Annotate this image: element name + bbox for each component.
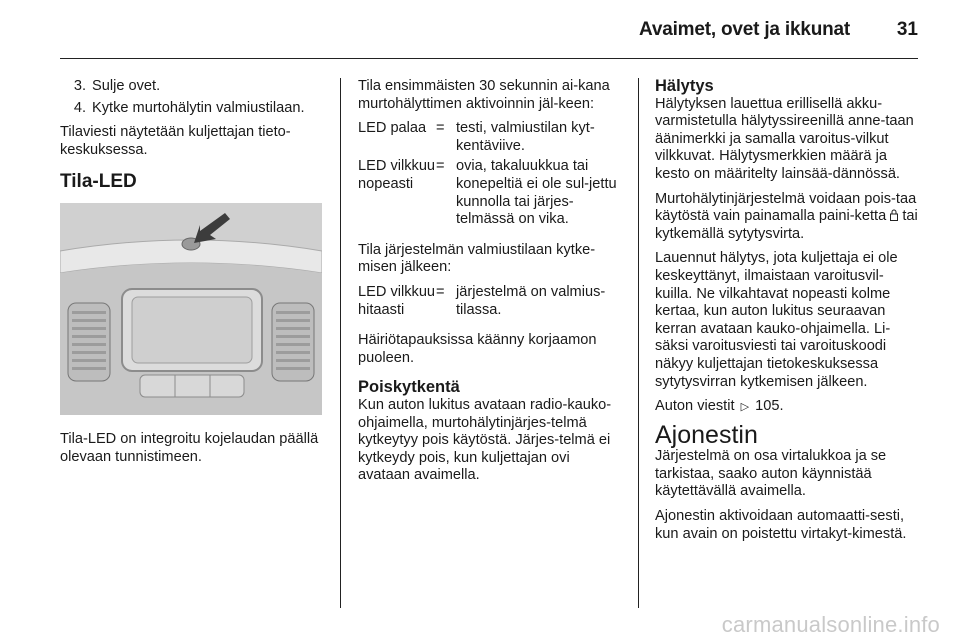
column-divider-1 — [340, 78, 341, 608]
led-description: testi, valmiustilan kyt-kentäviive. — [456, 120, 595, 154]
column-middle — [358, 78, 623, 492]
column-right — [655, 78, 921, 550]
section-title: Avaimet, ovet ja ikkunat — [639, 19, 850, 40]
page-header — [0, 0, 960, 60]
armed-status-table — [358, 284, 623, 322]
column-divider-2 — [638, 78, 639, 608]
equals-sign: = — [436, 158, 445, 175]
status-intro: Tila ensimmäisten 30 sekunnin ai-kana murtohälyttimen aktivoinnin jäl-keen: — [358, 78, 610, 112]
dashboard-illustration — [60, 203, 322, 415]
list-item: 3. Sulje ovet. — [73, 78, 161, 94]
figure-caption: Tila-LED on integroitu kojelaudan päällä olevaan tunnistimeen. — [60, 430, 319, 465]
header-divider — [60, 58, 918, 59]
deactivation-text: Kun auton lukitus avataan radio-kauko-ohjaimella, murtohälytinjärjes-telmä kytkeytyy pois käytöstä. Järjes-telmä ei kytkeydy pois, kun kuljettajan ovi avataan avaimella. — [358, 396, 612, 484]
column-left — [60, 78, 325, 473]
led-term: LED palaa — [358, 120, 427, 137]
fault-text: Häiriötapauksissa käänny korjaamon puoleen. — [358, 332, 597, 366]
led-term: LED vilkkuu nopeasti — [358, 158, 436, 192]
triangle-right-icon: ▷ — [740, 401, 750, 414]
page-number: 31 — [896, 19, 918, 40]
led-term: LED vilkkuu hitaasti — [358, 283, 436, 318]
alarm-paragraph-3: Lauennut hälytys, jota kuljettaja ei ole keskeyttänyt, ilmaistaan varoitusvil-kuilla. Ne vilkahtavat nopeasti kolme kertaa, kun auton lukitus seuraavan kerran avataan kauko-ohjaimella. Li-säksi varoitusviesti tai varoituskoodi näkyy kuljettajan tietokeskuksessa sytytysvirran kytkemisen jälkeen. — [655, 250, 898, 390]
equals-sign: = — [436, 120, 445, 137]
led-description: järjestelmä on valmius-tilassa. — [456, 283, 606, 318]
armed-intro: Tila järjestelmän valmiustilaan kytke-misen jälkeen: — [358, 241, 596, 276]
air-vent-right — [272, 303, 314, 381]
steps-list — [60, 78, 325, 117]
page-reference[interactable]: 105. — [755, 398, 784, 415]
air-vent-left — [68, 303, 110, 381]
info-text: Tilaviesti näytetään kuljettajan tieto-keskuksessa. — [60, 124, 291, 158]
equals-sign: = — [436, 283, 445, 300]
heading-halytys: Hälytys — [655, 77, 714, 95]
padlock-icon — [890, 209, 898, 221]
led-status-table — [358, 120, 623, 232]
list-item: 4. Kytke murtohälytin valmiustilaan. — [73, 99, 305, 116]
watermark: carmanualsonline.info — [721, 612, 940, 637]
alarm-paragraph-4: Auton viestit ▷ 105. — [655, 398, 921, 417]
heading-tila-led: Tila-LED — [60, 171, 137, 193]
led-description: ovia, takaluukkua tai konepeltiä ei ole sul-jettu kunnolla tai järjes-telmässä on vika. — [456, 158, 617, 228]
alarm-paragraph-2: Murtohälytinjärjestelmä voidaan pois-taa käytöstä vain painamalla paini-ketta tai kytkemällä sytytysvirta. — [655, 190, 918, 242]
immobilizer-paragraph-1: Järjestelmä on osa virtalukkoa ja se tarkistaa, saako auton käynnistää käytettävällä avaimella. — [655, 448, 887, 500]
heading-ajonestin: Ajonestin — [655, 420, 758, 449]
immobilizer-paragraph-2: Ajonestin aktivoidaan automaatti-sesti, kun avain on poistettu virtakyt-kimestä. — [655, 508, 907, 542]
heading-poiskytkenta: Poiskytkentä — [358, 378, 460, 397]
alarm-paragraph-1: Hälytyksen lauettua erillisellä akku-varmistetulla hälytyssireenillä anne-taan äänimerkki ja samalla varoitus-vilkut vilkkuvat. Hälytysmerkkien määrä ja kesto on määritelty lainsää-dännössä. — [655, 95, 914, 182]
